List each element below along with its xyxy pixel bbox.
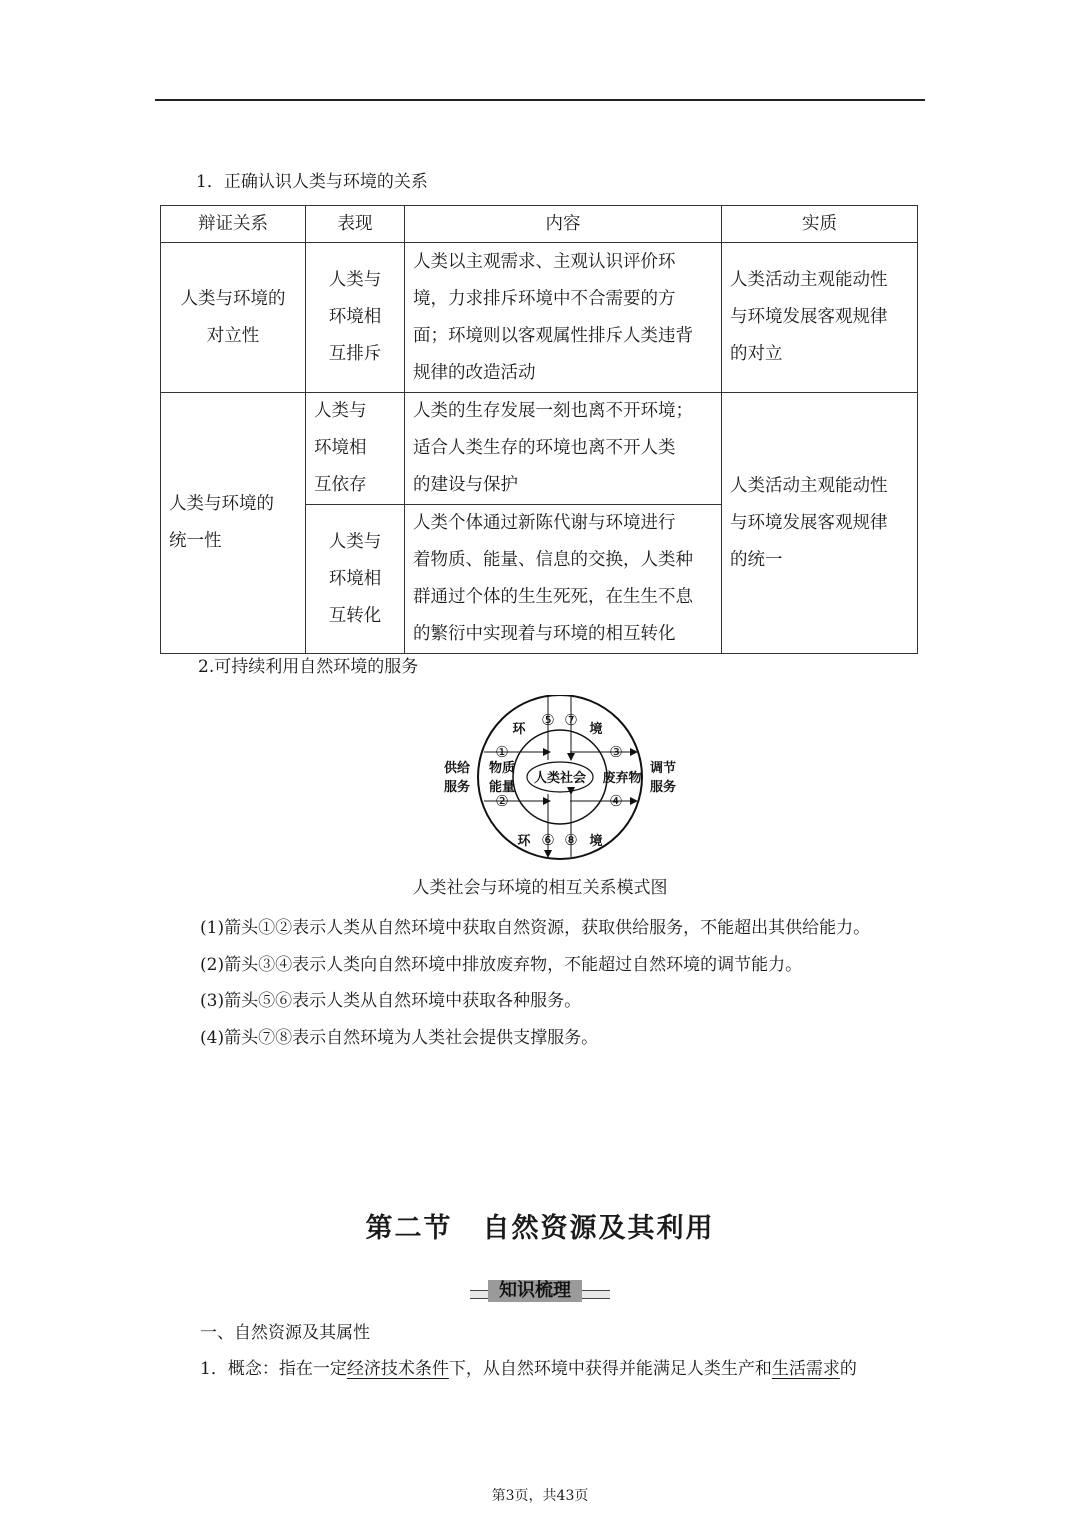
page-footer: 第3页，共43页 — [491, 1488, 589, 1504]
table-header-row — [161, 206, 918, 243]
env-label: 境 — [589, 722, 603, 737]
manifest-cell: 人类与 环境相 互排斥 — [306, 243, 405, 393]
relation-cell: 人类与环境的 统一性 — [161, 393, 306, 654]
header-cell: 内容 — [405, 206, 722, 243]
marker-8: ⑧ — [564, 831, 578, 849]
knowledge-tag-label: 知识梳理 — [499, 1280, 571, 1301]
marker-4: ④ — [609, 792, 623, 810]
marker-7: ⑦ — [564, 711, 578, 729]
center-label: 人类社会 — [533, 771, 587, 786]
header-cell: 表现 — [306, 206, 405, 243]
env-label: 环 — [512, 722, 526, 737]
heading-relationship: 1．正确认识人类与环境的关系 — [196, 172, 428, 192]
table-row — [161, 393, 918, 505]
marker-5: ⑤ — [541, 711, 555, 729]
marker-3: ③ — [609, 743, 623, 761]
diagram-caption: 人类社会与环境的相互关系模式图 — [412, 878, 668, 898]
section-title: 第二节 自然资源及其利用 — [365, 1213, 715, 1244]
supply-service-label-1: 供给 — [443, 761, 471, 776]
essence-cell: 人类活动主观能动性 与环境发展客观规律 的对立 — [722, 243, 918, 393]
note-4: (4)箭头⑦⑧表示自然环境为人类社会提供支撑服务。 — [200, 1028, 599, 1048]
env-label: 环 — [517, 834, 531, 849]
inner-left-label-2: 能量 — [488, 780, 516, 795]
regulating-service-label-1: 调节 — [649, 761, 677, 776]
subheading: 一、自然资源及其属性 — [200, 1323, 370, 1343]
inner-right-label: 废弃物 — [602, 771, 642, 786]
marker-1: ① — [495, 743, 509, 761]
env-label: 境 — [589, 834, 603, 849]
manifest-cell: 人类与 环境相 互依存 — [306, 393, 405, 505]
content-cell: 人类的生存发展一刻也离不开环境； 适合人类生存的环境也离不开人类 的建设与保护 — [405, 393, 722, 505]
concept-line: 1．概念：指在一定经济技术条件下，从自然环境中获得并能满足人类生产和生活需求的 — [200, 1359, 857, 1379]
relationship-diagram — [430, 695, 690, 865]
relation-cell: 人类与环境的 对立性 — [161, 243, 306, 393]
table-row — [161, 243, 918, 393]
note-3: (3)箭头⑤⑥表示人类从自然环境中获取各种服务。 — [200, 991, 582, 1011]
knowledge-tag — [470, 1278, 610, 1308]
essence-cell: 人类活动主观能动性 与环境发展客观规律 的统一 — [722, 393, 918, 654]
note-2: (2)箭头③④表示人类向自然环境中排放废弃物，不能超过自然环境的调节能力。 — [200, 955, 803, 975]
note-1: (1)箭头①②表示人类从自然环境中获取自然资源，获取供给服务，不能超出其供给能力。 — [200, 918, 871, 938]
marker-6: ⑥ — [541, 831, 555, 849]
header-cell: 实质 — [722, 206, 918, 243]
inner-left-label-1: 物质 — [488, 761, 516, 776]
relationship-table — [160, 205, 918, 654]
supply-service-label-2: 服务 — [443, 780, 471, 795]
header-cell: 辩证关系 — [161, 206, 306, 243]
content-cell: 人类个体通过新陈代谢与环境进行 着物质、能量、信息的交换，人类种 群通过个体的生生死死，在生生不息 的繁衍中实现着与环境的相互转化 — [405, 505, 722, 654]
manifest-cell: 人类与 环境相 互转化 — [306, 505, 405, 654]
regulating-service-label-2: 服务 — [649, 780, 677, 795]
top-rule — [155, 99, 925, 101]
content-cell: 人类以主观需求、主观认识评价环 境，力求排斥环境中不合需要的方 面；环境则以客观属性排斥人类违背 规律的改造活动 — [405, 243, 722, 393]
marker-2: ② — [495, 792, 509, 810]
heading-services: 2.可持续利用自然环境的服务 — [198, 657, 419, 677]
